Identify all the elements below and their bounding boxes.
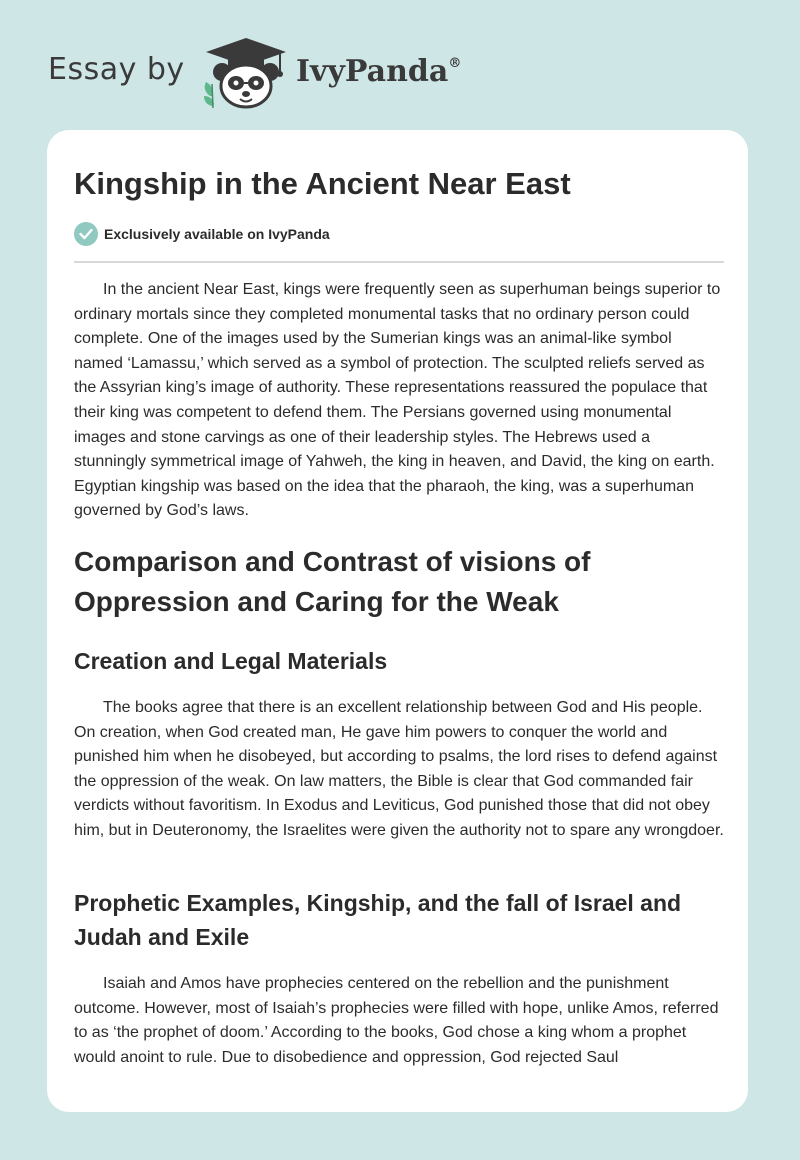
subsection-heading-prophetic: Prophetic Examples, Kingship, and the fall of Israel and Judah and Exile: [74, 890, 682, 950]
brand-name[interactable]: [296, 54, 461, 89]
brand-text: IvyPanda: [296, 54, 449, 89]
panda-graduate-icon[interactable]: [200, 34, 292, 110]
essay-by-label: Essay by: [48, 52, 185, 87]
title-divider: [74, 261, 724, 263]
subsection-heading-creation: Creation and Legal Materials: [74, 648, 388, 674]
registered-mark: ®: [448, 56, 462, 71]
intro-paragraph: In the ancient Near East, kings were frequently seen as superhuman beings superior to ordinary mortals since they completed monumental tasks that no ordinary person could complete. One of the images used by the Sumerian kings was an animal-like symbol named ‘Lamassu,’ which served as a symbol of protection. The sculpted reliefs served as the Assyrian king’s image of authority. These representations reassured the populace that their king was competent to defend them. The Persians governed using monumental images and stone carvings as one of their leadership styles. The Hebrews used a stunningly symmetrical image of Yahweh, the king in heaven, and David, the king on earth. Egyptian kingship was based on the idea that the pharaoh, the king, was a superhuman governed by God’s laws.: [74, 281, 721, 520]
exclusive-badge: [74, 222, 330, 246]
section-heading: Comparison and Contrast of visions of Oppression and Caring for the Weak: [74, 546, 591, 617]
page-title: Kingship in the Ancient Near East: [74, 166, 571, 201]
check-circle-icon: [74, 222, 98, 246]
exclusive-label: Exclusively available on IvyPanda: [104, 226, 330, 242]
site-header: [48, 34, 508, 110]
essay-card: [47, 130, 748, 1112]
prophetic-paragraph: Isaiah and Amos have prophecies centered on the rebellion and the punishment outcome. However, most of Isaiah’s prophecies were filled with hope, unlike Amos, referred to as ‘the prophet of doom.’ According to the books, God chose a king whom a prophet would anoint to rule. Due to disobedience and oppression, God rejected Saul: [74, 975, 719, 1066]
creation-paragraph: The books agree that there is an excellent relationship between God and His people. On creation, when God created man, He gave him powers to conquer the world and punished him when he disobeyed, but according to psalms, the lord rises to defend against the oppression of the weak. On law matters, the Bible is clear that God commanded fair verdicts without favoritism. In Exodus and Leviticus, God punished those that did not obey him, but in Deuteronomy, the Israelites were given the authority not to spare any wrongdoer.: [74, 699, 724, 839]
